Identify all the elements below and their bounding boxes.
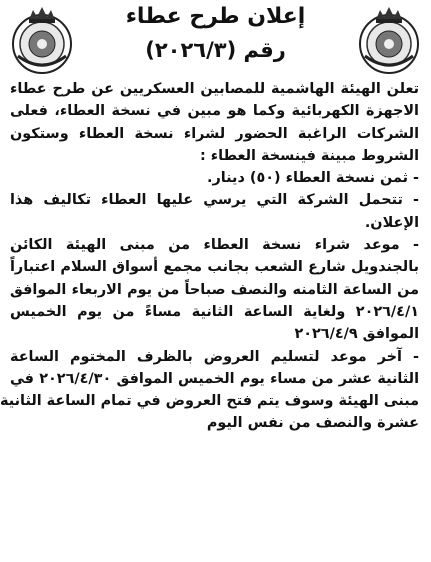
body-line: الشركات الراغبة الحضور لشراء نسخة العطاء وستكون: [10, 125, 419, 142]
announcement-title: إعلان طرح عطاء: [125, 4, 306, 29]
body-line: الإعلان.: [364, 214, 419, 231]
body-line: - موعد شراء نسخة العطاء من مبنى الهيئة الكائن: [10, 237, 419, 254]
body-line: من الساعة الثامنه والنصف صباحاً من يوم الاربعاء الموافق: [10, 281, 419, 298]
body-line: تعلن الهيئة الهاشمية للمصابين العسكريين عن طرح عطاء: [10, 81, 419, 97]
body-line: - تتحمل الشركة التي يرسي عليها العطاء تكاليف هذا: [10, 192, 419, 209]
body-line: مبنى الهيئة وسوف يتم فتح العروض في تمام الساعة الثانية: [0, 393, 419, 410]
body-line: الاجهزة الكهربائية وكما هو مبين في نسخة العطاء، فعلى: [10, 103, 419, 120]
body-line: - ثمن نسخة العطاء (٥٠) دينار.: [207, 170, 419, 187]
body-line: الشروط مبينة فينسخة العطاء :: [199, 147, 419, 164]
body-line: الثانية عشر من مساء يوم الخميس الموافق ٢٠٢٦/٤/٣٠ في: [10, 370, 420, 387]
announcement-header: [0, 0, 431, 90]
announcement-body: [0, 78, 420, 435]
body-line: عشرة والنصف من نفس اليوم: [206, 415, 419, 432]
body-line: الموافق ٢٠٢٦/٤/٩: [294, 326, 419, 343]
body-line: - آخر موعد لتسليم العروض بالظرف المختوم الساعة: [10, 348, 419, 365]
body-line: ٢٠٢٦/٤/١ ولغاية الساعة الثانية مساءً من يوم الخميس: [10, 303, 419, 320]
body-line: بالجندويل شارع الشعب بجانب مجمع أسواق السلام اعتباراً: [10, 259, 419, 276]
tender-number: رقم (٢٠٢٦/٣): [145, 38, 286, 62]
